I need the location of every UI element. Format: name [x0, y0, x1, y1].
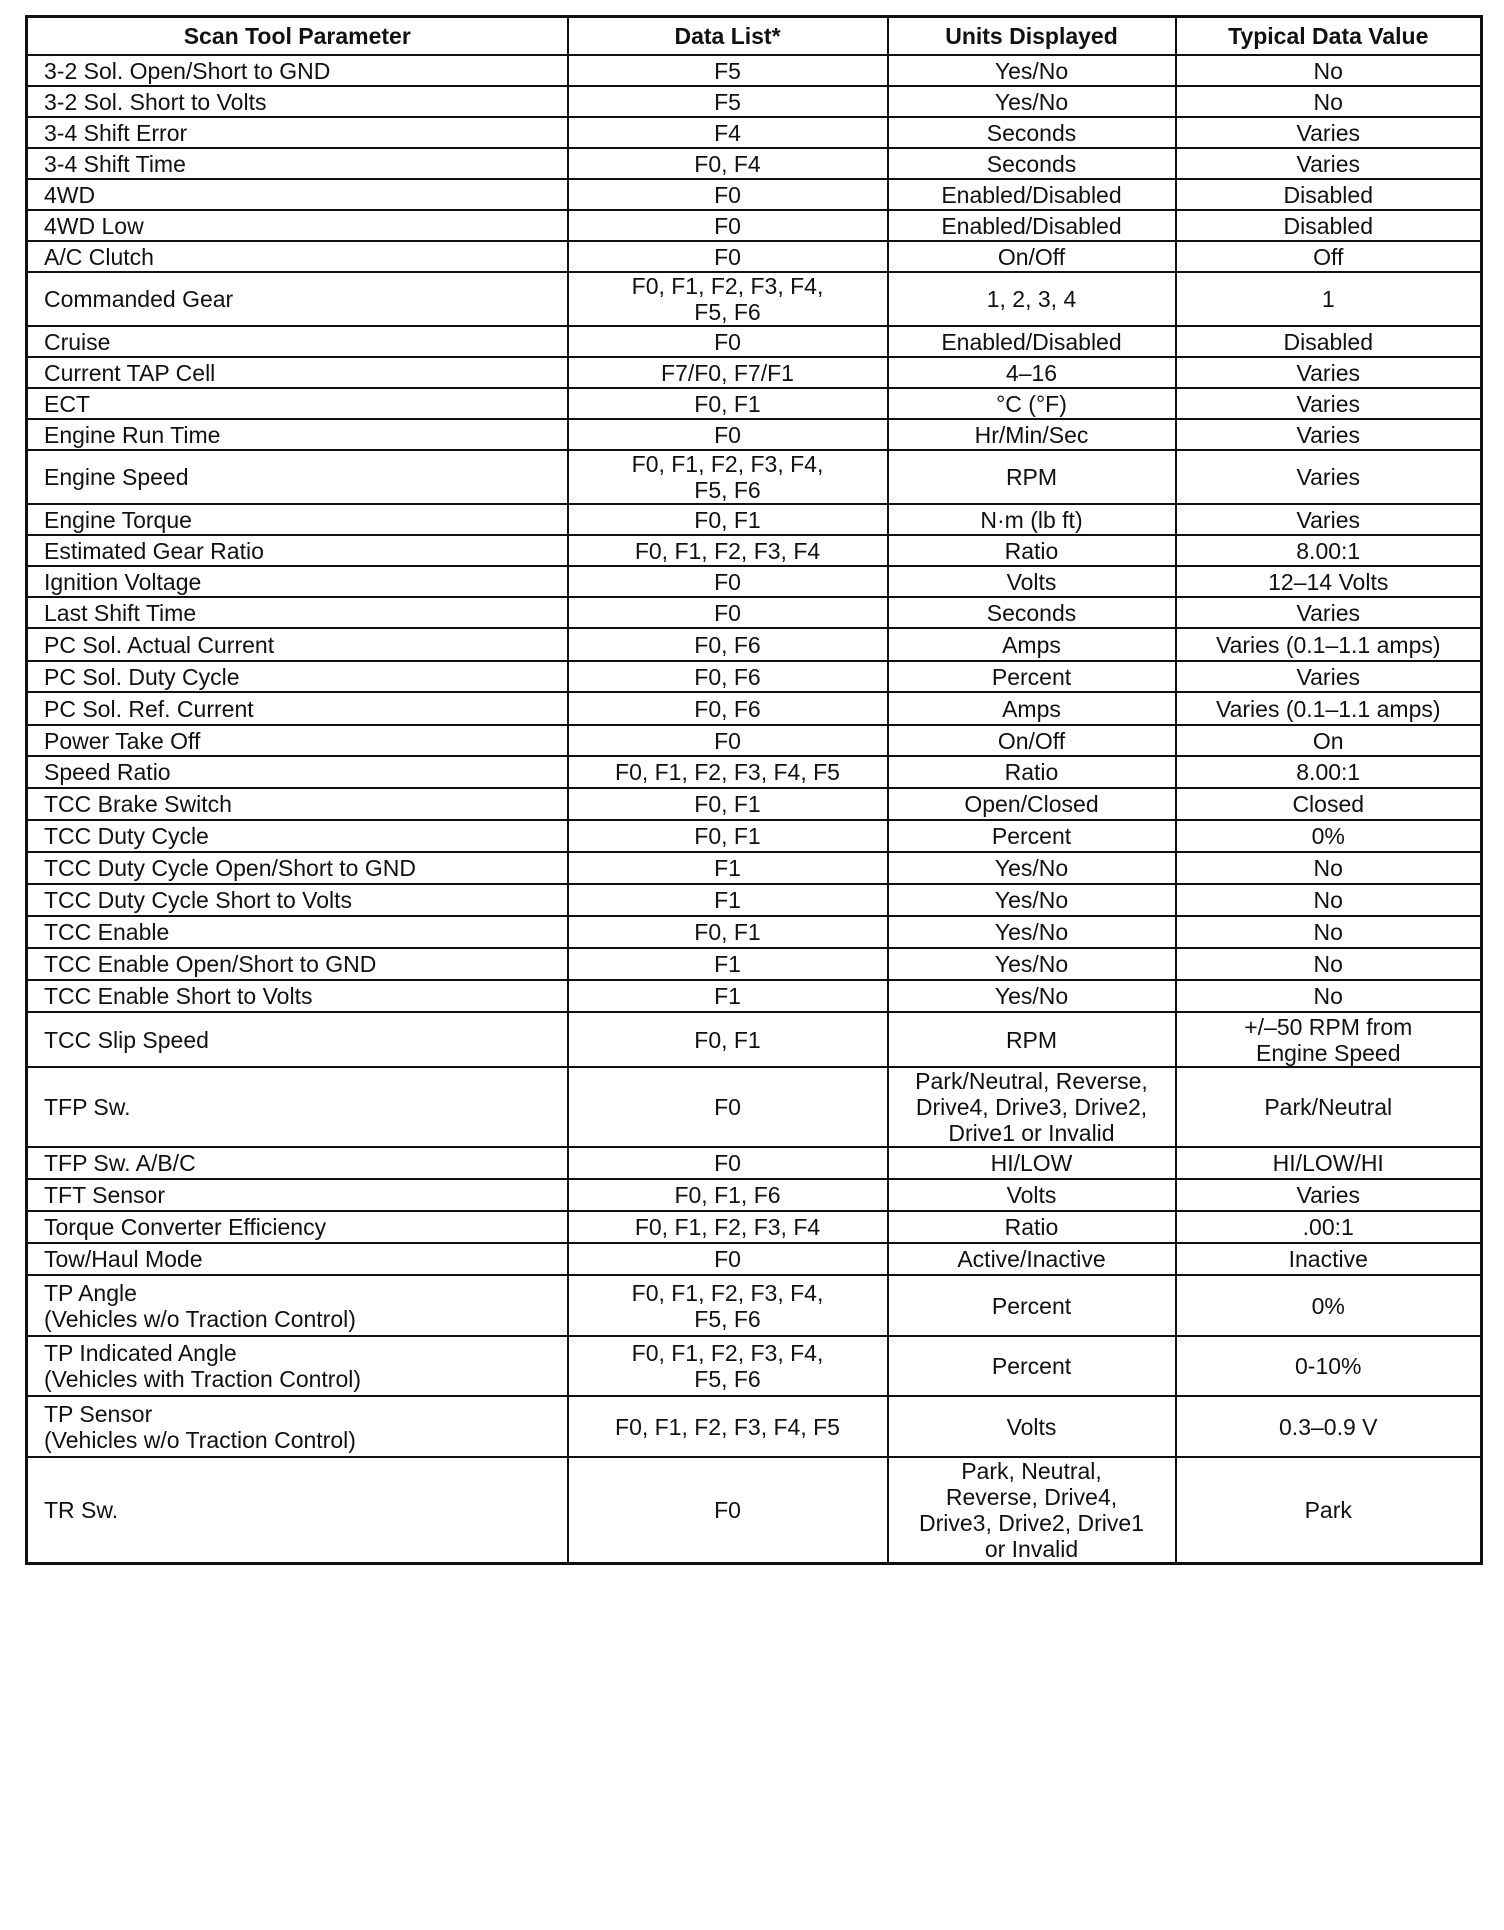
typical-value-cell: 0%: [1176, 820, 1482, 852]
typical-value-cell: Varies: [1176, 661, 1482, 692]
table-row: [27, 179, 1482, 210]
table-row: [27, 820, 1482, 852]
typical-value-cell: No: [1176, 86, 1482, 117]
scan-tool-data-table: [25, 15, 1483, 1565]
data-list-cell: F5: [568, 55, 888, 86]
data-list-cell: [568, 272, 888, 326]
parameter-cell: TR Sw.: [27, 1457, 568, 1564]
table-row: [27, 272, 1482, 326]
typical-value-cell: Varies (0.1–1.1 amps): [1176, 692, 1482, 725]
units-cell: 4–16: [888, 357, 1176, 388]
parameter-cell: TCC Enable: [27, 916, 568, 948]
typical-value-cell: Disabled: [1176, 210, 1482, 241]
data-list-cell-line: F0, F1, F2, F3, F4,: [631, 451, 824, 477]
data-list-cell: [568, 1336, 888, 1396]
typical-value-cell: 8.00:1: [1176, 535, 1482, 566]
data-list-cell: F0, F6: [568, 692, 888, 725]
table-row: [27, 86, 1482, 117]
units-cell-line: Drive3, Drive2, Drive1: [919, 1510, 1144, 1536]
table-row: [27, 948, 1482, 980]
parameter-cell-line: (Vehicles with Traction Control): [44, 1366, 362, 1392]
table-row: [27, 504, 1482, 535]
typical-value-cell: Inactive: [1176, 1243, 1482, 1275]
units-cell: Yes/No: [888, 916, 1176, 948]
table-row: [27, 756, 1482, 788]
data-list-cell: F0: [568, 566, 888, 597]
table-row: [27, 1067, 1482, 1147]
parameter-cell: Cruise: [27, 326, 568, 357]
data-list-cell-line: F0, F1, F2, F3, F4,: [631, 1279, 824, 1306]
parameter-cell: [27, 1336, 568, 1396]
units-cell: Ratio: [888, 1211, 1176, 1243]
data-list-cell-line: F5, F6: [694, 477, 761, 503]
units-cell: Amps: [888, 692, 1176, 725]
parameter-cell: Engine Torque: [27, 504, 568, 535]
parameter-cell: 3-4 Shift Time: [27, 148, 568, 179]
parameter-cell: TCC Duty Cycle Short to Volts: [27, 884, 568, 916]
header-scan-tool-parameter: Scan Tool Parameter: [27, 17, 568, 56]
data-list-cell: F1: [568, 852, 888, 884]
units-cell: [888, 1067, 1176, 1147]
data-list-cell: F0, F4: [568, 148, 888, 179]
table-row: [27, 628, 1482, 661]
units-cell: N·m (lb ft): [888, 504, 1176, 535]
parameter-cell: TFT Sensor: [27, 1179, 568, 1211]
data-list-cell: F0: [568, 1457, 888, 1564]
table-row: [27, 852, 1482, 884]
data-list-cell: F0, F1: [568, 788, 888, 820]
typical-value-cell: Off: [1176, 241, 1482, 272]
units-cell: Yes/No: [888, 884, 1176, 916]
typical-value-cell: [1176, 1012, 1482, 1067]
typical-value-cell: Varies: [1176, 450, 1482, 504]
units-cell: Enabled/Disabled: [888, 326, 1176, 357]
data-list-cell: F0, F1: [568, 916, 888, 948]
data-list-cell: F0: [568, 597, 888, 628]
data-list-cell: F0, F1: [568, 388, 888, 419]
units-cell: On/Off: [888, 725, 1176, 756]
parameter-cell: Estimated Gear Ratio: [27, 535, 568, 566]
units-cell: Amps: [888, 628, 1176, 661]
parameter-cell: Tow/Haul Mode: [27, 1243, 568, 1275]
parameter-cell: Engine Run Time: [27, 419, 568, 450]
data-list-cell: F0, F6: [568, 661, 888, 692]
units-cell: Ratio: [888, 535, 1176, 566]
typical-value-cell: No: [1176, 980, 1482, 1012]
typical-value-cell: Park: [1176, 1457, 1482, 1564]
table-row: [27, 1179, 1482, 1211]
typical-value-cell: Disabled: [1176, 179, 1482, 210]
typical-value-cell: 12–14 Volts: [1176, 566, 1482, 597]
units-cell: Enabled/Disabled: [888, 210, 1176, 241]
units-cell: Seconds: [888, 117, 1176, 148]
table-row: [27, 566, 1482, 597]
units-cell-line: Drive1 or Invalid: [948, 1120, 1115, 1146]
typical-value-cell: Varies: [1176, 148, 1482, 179]
parameter-cell-line: (Vehicles w/o Traction Control): [44, 1426, 356, 1453]
data-list-cell-line: F0, F1, F2, F3, F4,: [631, 1340, 824, 1366]
table-row: [27, 916, 1482, 948]
data-list-cell: F0, F1, F2, F3, F4, F5: [568, 1396, 888, 1457]
parameter-cell-line: TP Sensor: [44, 1400, 153, 1427]
data-list-cell: F0, F1, F2, F3, F4: [568, 1211, 888, 1243]
parameter-cell: PC Sol. Duty Cycle: [27, 661, 568, 692]
parameter-cell: TCC Enable Short to Volts: [27, 980, 568, 1012]
data-list-cell: F0: [568, 179, 888, 210]
data-list-cell: F0, F6: [568, 628, 888, 661]
table-row: [27, 388, 1482, 419]
parameter-cell: Last Shift Time: [27, 597, 568, 628]
data-list-cell: F0, F1, F6: [568, 1179, 888, 1211]
data-list-cell: F5: [568, 86, 888, 117]
typical-value-cell: Disabled: [1176, 326, 1482, 357]
data-list-cell: F0: [568, 419, 888, 450]
typical-value-cell: Varies: [1176, 357, 1482, 388]
parameter-cell: TFP Sw.: [27, 1067, 568, 1147]
parameter-cell: 4WD: [27, 179, 568, 210]
data-list-cell: [568, 1275, 888, 1336]
parameter-cell: TCC Enable Open/Short to GND: [27, 948, 568, 980]
units-cell: Hr/Min/Sec: [888, 419, 1176, 450]
table-row: [27, 357, 1482, 388]
parameter-cell: 4WD Low: [27, 210, 568, 241]
typical-value-cell: No: [1176, 852, 1482, 884]
data-list-cell: F0, F1: [568, 504, 888, 535]
typical-value-cell: Varies: [1176, 388, 1482, 419]
data-list-cell: F0, F1: [568, 1012, 888, 1067]
units-cell: Volts: [888, 1179, 1176, 1211]
units-cell-line: or Invalid: [984, 1536, 1079, 1562]
table-row: [27, 210, 1482, 241]
data-list-cell-line: F5, F6: [694, 299, 761, 325]
table-row: [27, 1012, 1482, 1067]
units-cell: Volts: [888, 1396, 1176, 1457]
units-cell: Yes/No: [888, 980, 1176, 1012]
data-list-cell: F0: [568, 326, 888, 357]
units-cell: Seconds: [888, 597, 1176, 628]
data-list-cell: [568, 450, 888, 504]
parameter-cell-line: TP Indicated Angle: [44, 1340, 237, 1366]
typical-value-cell: Varies: [1176, 504, 1482, 535]
table-row: [27, 1147, 1482, 1179]
table-row: [27, 1396, 1482, 1457]
parameter-cell: 3-2 Sol. Open/Short to GND: [27, 55, 568, 86]
parameter-cell: A/C Clutch: [27, 241, 568, 272]
parameter-cell: TCC Slip Speed: [27, 1012, 568, 1067]
parameter-cell: [27, 1396, 568, 1457]
parameter-cell: TFP Sw. A/B/C: [27, 1147, 568, 1179]
data-list-cell: F0: [568, 1147, 888, 1179]
units-cell: Yes/No: [888, 852, 1176, 884]
table-row: [27, 788, 1482, 820]
data-list-cell: F1: [568, 948, 888, 980]
typical-value-cell-line: +/–50 RPM from: [1244, 1013, 1413, 1040]
units-cell: 1, 2, 3, 4: [888, 272, 1176, 326]
header-data-list: Data List*: [568, 17, 888, 56]
parameter-cell: PC Sol. Ref. Current: [27, 692, 568, 725]
table-row: [27, 241, 1482, 272]
header-typical-data-value: Typical Data Value: [1176, 17, 1482, 56]
units-cell: [888, 1457, 1176, 1564]
table-row: [27, 419, 1482, 450]
typical-value-cell: No: [1176, 948, 1482, 980]
table-row: [27, 1336, 1482, 1396]
units-cell: HI/LOW: [888, 1147, 1176, 1179]
parameter-cell: Ignition Voltage: [27, 566, 568, 597]
typical-value-cell: 1: [1176, 272, 1482, 326]
data-list-cell: F0: [568, 725, 888, 756]
table-row: [27, 884, 1482, 916]
typical-value-cell: Park/Neutral: [1176, 1067, 1482, 1147]
parameter-cell: 3-2 Sol. Short to Volts: [27, 86, 568, 117]
units-cell-line: Reverse, Drive4,: [945, 1484, 1118, 1510]
units-cell: Yes/No: [888, 86, 1176, 117]
parameter-cell: Current TAP Cell: [27, 357, 568, 388]
table-row: [27, 1211, 1482, 1243]
parameter-cell: 3-4 Shift Error: [27, 117, 568, 148]
table-row: [27, 535, 1482, 566]
table-row: [27, 597, 1482, 628]
units-cell: Yes/No: [888, 948, 1176, 980]
data-list-cell: F0: [568, 1243, 888, 1275]
table-row: [27, 55, 1482, 86]
table-body: [27, 55, 1482, 1564]
header-units-displayed: Units Displayed: [888, 17, 1176, 56]
units-cell: Seconds: [888, 148, 1176, 179]
table-row: [27, 117, 1482, 148]
table-row: [27, 148, 1482, 179]
parameter-cell: PC Sol. Actual Current: [27, 628, 568, 661]
units-cell-line: Park, Neutral,: [961, 1458, 1102, 1484]
units-cell: Enabled/Disabled: [888, 179, 1176, 210]
data-list-cell: F7/F0, F7/F1: [568, 357, 888, 388]
data-list-cell: F0: [568, 1067, 888, 1147]
parameter-cell: TCC Duty Cycle: [27, 820, 568, 852]
data-list-cell-line: F0, F1, F2, F3, F4,: [631, 273, 824, 299]
parameter-cell: Power Take Off: [27, 725, 568, 756]
units-cell: Yes/No: [888, 55, 1176, 86]
table-row: [27, 1243, 1482, 1275]
data-list-cell: F1: [568, 980, 888, 1012]
units-cell: Percent: [888, 1275, 1176, 1336]
parameter-cell: Commanded Gear: [27, 272, 568, 326]
data-list-cell: F0, F1, F2, F3, F4, F5: [568, 756, 888, 788]
parameter-cell: [27, 1275, 568, 1336]
table-row: [27, 692, 1482, 725]
units-cell: RPM: [888, 450, 1176, 504]
units-cell: Percent: [888, 661, 1176, 692]
units-cell: °C (°F): [888, 388, 1176, 419]
table-row: [27, 1457, 1482, 1564]
table-row: [27, 1275, 1482, 1336]
parameter-cell: ECT: [27, 388, 568, 419]
table-row: [27, 450, 1482, 504]
data-list-cell: F4: [568, 117, 888, 148]
units-cell-line: Park/Neutral, Reverse,: [915, 1068, 1148, 1094]
typical-value-cell: Varies: [1176, 117, 1482, 148]
typical-value-cell: On: [1176, 725, 1482, 756]
data-list-cell-line: F5, F6: [694, 1305, 761, 1332]
typical-value-cell: No: [1176, 884, 1482, 916]
typical-value-cell: No: [1176, 55, 1482, 86]
units-cell: Ratio: [888, 756, 1176, 788]
table-row: [27, 326, 1482, 357]
units-cell-line: Drive4, Drive3, Drive2,: [915, 1094, 1148, 1120]
data-list-cell: F0, F1: [568, 820, 888, 852]
units-cell: RPM: [888, 1012, 1176, 1067]
typical-value-cell-line: Engine Speed: [1255, 1039, 1401, 1066]
table-row: [27, 980, 1482, 1012]
data-list-cell-line: F5, F6: [694, 1366, 761, 1392]
typical-value-cell: 0%: [1176, 1275, 1482, 1336]
typical-value-cell: 8.00:1: [1176, 756, 1482, 788]
table-row: [27, 725, 1482, 756]
typical-value-cell: Varies: [1176, 597, 1482, 628]
parameter-cell: Engine Speed: [27, 450, 568, 504]
typical-value-cell: Varies: [1176, 419, 1482, 450]
table-header-row: [27, 17, 1482, 56]
data-list-cell: F0: [568, 241, 888, 272]
typical-value-cell: HI/LOW/HI: [1176, 1147, 1482, 1179]
typical-value-cell: Varies: [1176, 1179, 1482, 1211]
parameter-cell: TCC Duty Cycle Open/Short to GND: [27, 852, 568, 884]
typical-value-cell: 0-10%: [1176, 1336, 1482, 1396]
typical-value-cell: Closed: [1176, 788, 1482, 820]
units-cell: Percent: [888, 1336, 1176, 1396]
units-cell: Percent: [888, 820, 1176, 852]
data-list-cell: F1: [568, 884, 888, 916]
table-row: [27, 661, 1482, 692]
units-cell: Active/Inactive: [888, 1243, 1176, 1275]
parameter-cell-line: TP Angle: [44, 1279, 137, 1306]
data-list-cell: F0: [568, 210, 888, 241]
parameter-cell: TCC Brake Switch: [27, 788, 568, 820]
units-cell: Volts: [888, 566, 1176, 597]
units-cell: Open/Closed: [888, 788, 1176, 820]
typical-value-cell: No: [1176, 916, 1482, 948]
data-list-cell: F0, F1, F2, F3, F4: [568, 535, 888, 566]
parameter-cell-line: (Vehicles w/o Traction Control): [44, 1305, 356, 1332]
parameter-cell: Torque Converter Efficiency: [27, 1211, 568, 1243]
typical-value-cell: 0.3–0.9 V: [1176, 1396, 1482, 1457]
units-cell: On/Off: [888, 241, 1176, 272]
typical-value-cell: Varies (0.1–1.1 amps): [1176, 628, 1482, 661]
typical-value-cell: .00:1: [1176, 1211, 1482, 1243]
parameter-cell: Speed Ratio: [27, 756, 568, 788]
